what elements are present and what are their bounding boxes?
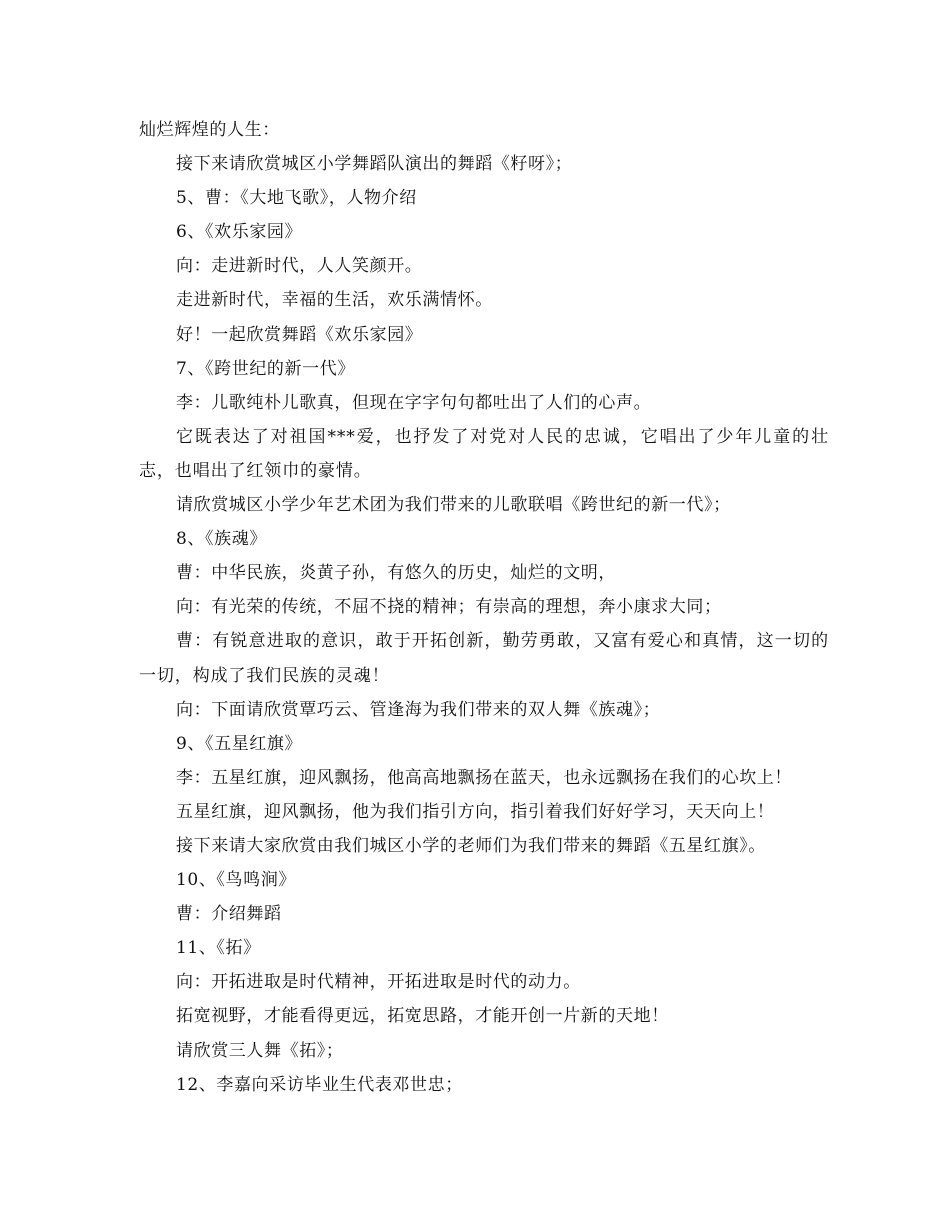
text-line: 7、《跨世纪的新一代》 [176, 358, 355, 379]
text-line: 请欣赏三人舞《拓》； [176, 1040, 344, 1061]
text-line: 12、李嘉向采访毕业生代表邓世忠； [176, 1074, 463, 1095]
text-line: 李：五星红旗，迎风飘扬，他高高地飘扬在蓝天，也永远飘扬在我们的心坎上！ [176, 767, 792, 788]
text-line: 曹：中华民族，炎黄子孙，有悠久的历史，灿烂的文明， [176, 563, 616, 584]
text-line: 请欣赏城区小学少年艺术团为我们带来的儿歌联唱《跨世纪的新一代》； [176, 495, 731, 516]
text-line: 曹：介绍舞蹈 [176, 904, 282, 925]
text-line: 6、《欢乐家园》 [176, 222, 303, 243]
text-paragraph: 曹：有锐意进取的意识，敢于开拓创新，勤劳勇敢，又富有爱心和真情，这一切的一切，构成了我们民族的灵魂！ [139, 631, 829, 686]
text-line: 向：有光荣的传统，不屈不挠的精神；有崇高的理想，奔小康求大同； [176, 597, 722, 618]
text-line: 走进新时代，幸福的生活，欢乐满情怀。 [176, 290, 493, 311]
text-line: 李：儿歌纯朴儿歌真，但现在字字句句都吐出了人们的心声。 [176, 392, 652, 413]
text-line: 灿烂辉煌的人生： [139, 120, 280, 140]
text-line: 11、《拓》 [176, 938, 261, 959]
text-line: 9、《五星红旗》 [176, 733, 303, 754]
document-body [139, 113, 829, 1102]
text-paragraph: 它既表达了对祖国***爱，也抒发了对党对人民的忠诚，它唱出了少年儿童的壮志，也唱出了红领巾的豪情。 [139, 426, 829, 481]
text-line: 10、《鸟鸣涧》 [176, 870, 296, 891]
text-line: 好！一起欣赏舞蹈《欢乐家园》 [176, 324, 423, 345]
text-line: 向：走进新时代，人人笑颜开。 [176, 256, 423, 277]
text-line: 五星红旗，迎风飘扬，他为我们指引方向，指引着我们好好学习，天天向上！ [176, 801, 775, 822]
text-line: 接下来请欣赏城区小学舞蹈队演出的舞蹈《籽呀》； [176, 154, 573, 175]
text-line: 向：下面请欣赏覃巧云、管逢海为我们带来的双人舞《族魂》； [176, 699, 661, 720]
text-line: 拓宽视野，才能看得更远，拓宽思路，才能开创一片新的天地！ [176, 1006, 669, 1027]
text-line: 5、曹：《大地飞歌》，人物介绍 [176, 188, 417, 209]
text-line: 接下来请大家欣赏由我们城区小学的老师们为我们带来的舞蹈《五星红旗》。 [176, 835, 766, 856]
text-line: 8、《族魂》 [176, 529, 267, 550]
text-line: 向：开拓进取是时代精神，开拓进取是时代的动力。 [176, 972, 581, 993]
